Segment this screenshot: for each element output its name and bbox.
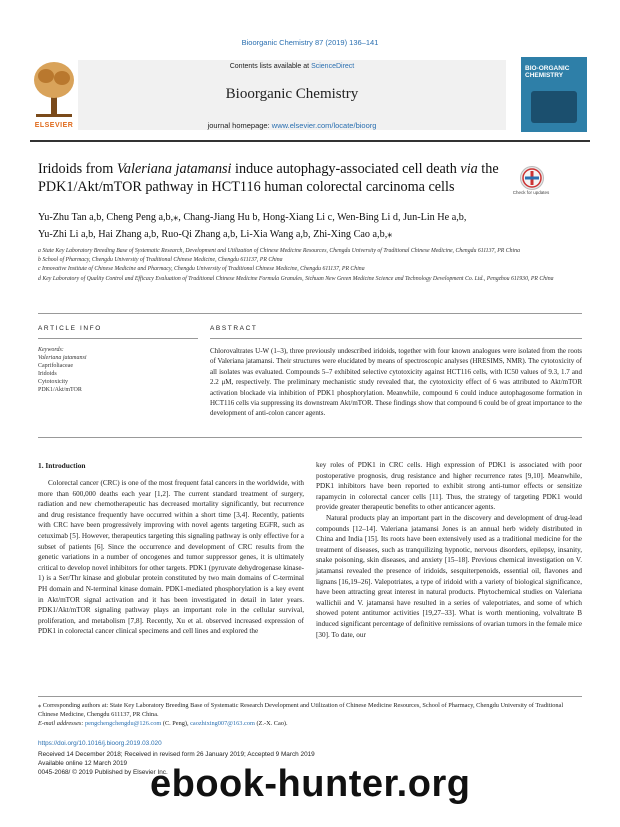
affiliation: c Innovative Institute of Chinese Medicine and Pharmacy, Chengdu University of Traditional Chinese Medicine, Chengdu 611137, PR China — [38, 266, 365, 273]
title-species: Valeriana jatamansi — [116, 161, 232, 177]
email-owner: (C. Peng), — [161, 720, 191, 727]
title-part: Iridoids from — [38, 161, 117, 177]
cover-title: BIO-ORGANIC CHEMISTRY — [525, 65, 570, 80]
body-column-right — [316, 460, 582, 640]
available-online: Available online 12 March 2019 — [38, 760, 128, 767]
keywords-label: Keywords: — [38, 347, 64, 353]
email-link[interactable]: pengchengchengdu@126.com — [85, 720, 162, 727]
homepage-prefix: journal homepage: — [207, 121, 272, 130]
affiliations — [38, 247, 578, 284]
authors-line: Yu-Zhu Tan a,b, Cheng Peng a,b,⁎, Chang-Jiang Hu b, Hong-Xiang Li c, Wen-Bing Li d, Jun-Lin He a,b, — [38, 212, 467, 223]
journal-homepage — [78, 121, 506, 130]
received-dates: Received 14 December 2018; Received in revised form 26 January 2019; Accepted 9 March 2019 — [38, 751, 315, 758]
corresponding-note: ⁎ Corresponding authors at: State Key Laboratory Breeding Base of Systematic Research Development and Utilization of Chinese Medicine Resources, School of Pharmacy, Chengdu University of Traditional Chinese Medicine, Chengdu 611137, PR China. — [38, 702, 564, 718]
body-column-left — [38, 478, 304, 637]
keyword: Cytotoxicity — [38, 379, 68, 385]
keywords-block — [38, 346, 198, 394]
elsevier-tree-logo — [30, 58, 78, 130]
cover-graphic — [531, 91, 577, 123]
journal-citation[interactable]: Bioorganic Chemistry 87 (2019) 136–141 — [241, 38, 379, 47]
divider — [38, 338, 198, 339]
email-link[interactable]: caozhixing007@163.com — [190, 720, 255, 727]
email-owner: (Z.-X. Cao). — [254, 720, 288, 727]
publisher-name: ELSEVIER — [34, 122, 74, 129]
authors-line: Yu-Zhi Li a,b, Hai Zhang a,b, Ruo-Qi Zhang a,b, Li-Xia Wang a,b, Zhi-Xing Cao a,b,⁎ — [38, 229, 393, 240]
affiliation: a State Key Laboratory Breeding Base of Systematic Research, Development and Utilization of Chinese Medicine Resources, Chengdu University of Traditional Chinese Medicine, Chengdu 611137, PR China — [38, 248, 520, 254]
title-via: via — [460, 161, 478, 177]
copyright: 0045-2068/ © 2019 Published by Elsevier Inc. — [38, 769, 168, 776]
footnote-divider — [38, 696, 582, 697]
sciencedirect-link[interactable]: ScienceDirect — [311, 63, 355, 70]
title-part: the PDK1/Akt/mTOR pathway in HCT116 human colorectal carcinoma cells — [38, 161, 499, 195]
keyword: Valeriana jatamansi — [38, 355, 87, 361]
crossmark-icon[interactable] — [520, 166, 544, 190]
title-part: induce autophagy-associated cell death — [231, 161, 461, 177]
journal-name: Bioorganic Chemistry — [225, 86, 359, 102]
divider — [38, 313, 582, 314]
article-info-heading: ARTICLE INFO — [38, 325, 102, 332]
divider — [38, 437, 582, 438]
divider — [210, 338, 582, 339]
article-title — [38, 160, 508, 196]
journal-cover-image[interactable] — [521, 57, 587, 132]
paragraph: key roles of PDK1 in CRC cells. High expression of PDK1 is associated with poor postoperative prognosis, drug resistance and higher recurrence rates [9,10]. Meanwhile, PDK1 inhibitors have been reported to exhibit strong anti-tumor effects or sensitize rapamycin in colorectal cancer cells [11]. Thus, the strategy of targeting PDK1 would provide greater therapeutic benefits to other anticancer agents. — [316, 461, 582, 512]
contents-prefix: Contents lists available at — [229, 63, 312, 70]
doi-link[interactable]: https://doi.org/10.1016/j.bioorg.2019.03.020 — [38, 740, 162, 747]
keyword: Iridoids — [38, 371, 57, 377]
email-line — [38, 719, 582, 728]
keyword: PDK1/Akt/mTOR — [38, 387, 82, 393]
paragraph: Colorectal cancer (CRC) is one of the most frequent fatal cancers in the worldwide, with more than 600,000 deaths each year [1,2]. The current standard treatment of surgery, radiation and new chemotherapeutic has decreased mortality significantly, but recurrence and drug resistance frequently have occurred within a short time [3,4]. Recently, patients with CRC have been progressively improving with novel agents targeting EGFR, such as cetuximab [5]. However, therapeutics targeting this signaling pathway is only effective for a subset of patients [6]. Since the occurrence and development of CRC results from the genetic variations in a number of oncogenes and tumor suppressor genes, it is ultimately critical to develop novel inhibitors for other targets. PDK1 (pyruvate dehydrogenase kinase-1) is a Ser/Thr kinase and globular protein constituted by two main domains of C-terminal PH domain and N-terminal kinase domain. PDK1-mediated phosphorylation is a key event in Akt/mTOR signal activation and it has been investigated in detail in later years. PDK1/Akt/mTOR signaling pathway plays an important role in the cellular survival, proliferation, and metabolism [7,8]. Recently, Xu et al. observed increased expression of PDK1 in colorectal cancer clinical specimens and cell lines and explored the — [38, 479, 304, 636]
keyword: Caprifoliaceae — [38, 363, 73, 369]
abstract-text: Chlorovaltrates U-W (1–3), three previously undescribed iridoids, together with four known analogues were isolated from the roots of Valeriana jatamansi. Their structures were elucidated by means of spectroscopic analyses (HRESIMS, NMR). The cytotoxicity of all isolates was evaluated. Compounds 5–7 exhibited selective cytotoxicity against HCT116 cells, with IC50 values of 9.3, 1.7 and 2.2 μM, respectively. The preliminary mechanistic study revealed that, the cytotoxicity effect of 6 was attributed to Akt/mTOR activation blockade via inhibition of PDK1 phosphorylation. Meanwhile, compound 6 could induce autophagosome formation in HCT116 cells via suppressing its downstream Akt/mTOR. These findings show that compound 6 could be of great importance to the development of anti-colon cancer agents. — [210, 347, 582, 418]
watermark: ebook-hunter.org — [150, 763, 471, 805]
author-list — [38, 209, 578, 243]
section-heading-introduction: 1. Introduction — [38, 461, 86, 470]
affiliation: b School of Pharmacy, Chengdu University of Traditional Chinese Medicine, Chengdu 611137, PR China — [38, 257, 283, 264]
footnote — [38, 701, 582, 728]
contents-line — [78, 63, 506, 70]
paragraph: Natural products play an important part in the discovery and development of drug-lead compounds [12–14]. Valeriana jatamansi Jones is an annual herb widely distributed in China and India [15]. Its roots have been extensively used as a traditional medicine for the treatment of diseases, such as tranquilizing hypnotic, nervous disorders, epilepsy, insanity, snake poisoning, skin diseases, and anxiety [15–18]. Previous chemical investigation on V. jatamansi revealed the presence of iridoids, sesquiterpenoids, essential oil, flavones and lignans [16,19–26]. Valepotriates, a type of iridoid with a variety of biological significance, have been attracting great interest in natural products. Phytochemical studies on Valeriana wallichii and V. jatamansi have resulted in a series of valepotriates, and some of which showed potent antitumor activities [19,27–33]. What is worth mentioning, volvaltrate B induced significant percentage of definitive remissions of ovarian tumors in the female mice [30]. To date, our — [316, 513, 582, 639]
abstract-heading: ABSTRACT — [210, 325, 258, 332]
email-label: E-mail addresses: — [38, 720, 85, 727]
affiliation: d Key Laboratory of Quality Control and Efficacy Evaluation of Traditional Chinese Medicine Formula Granules, Sichuan New Green Medicine Science and Technology Development Co. Ltd., Pengzhou 611930, PR China — [38, 275, 554, 282]
crossmark-label[interactable]: Check for updates — [512, 190, 550, 195]
homepage-link[interactable]: www.elsevier.com/locate/bioorg — [271, 121, 377, 130]
header-divider — [30, 140, 590, 142]
